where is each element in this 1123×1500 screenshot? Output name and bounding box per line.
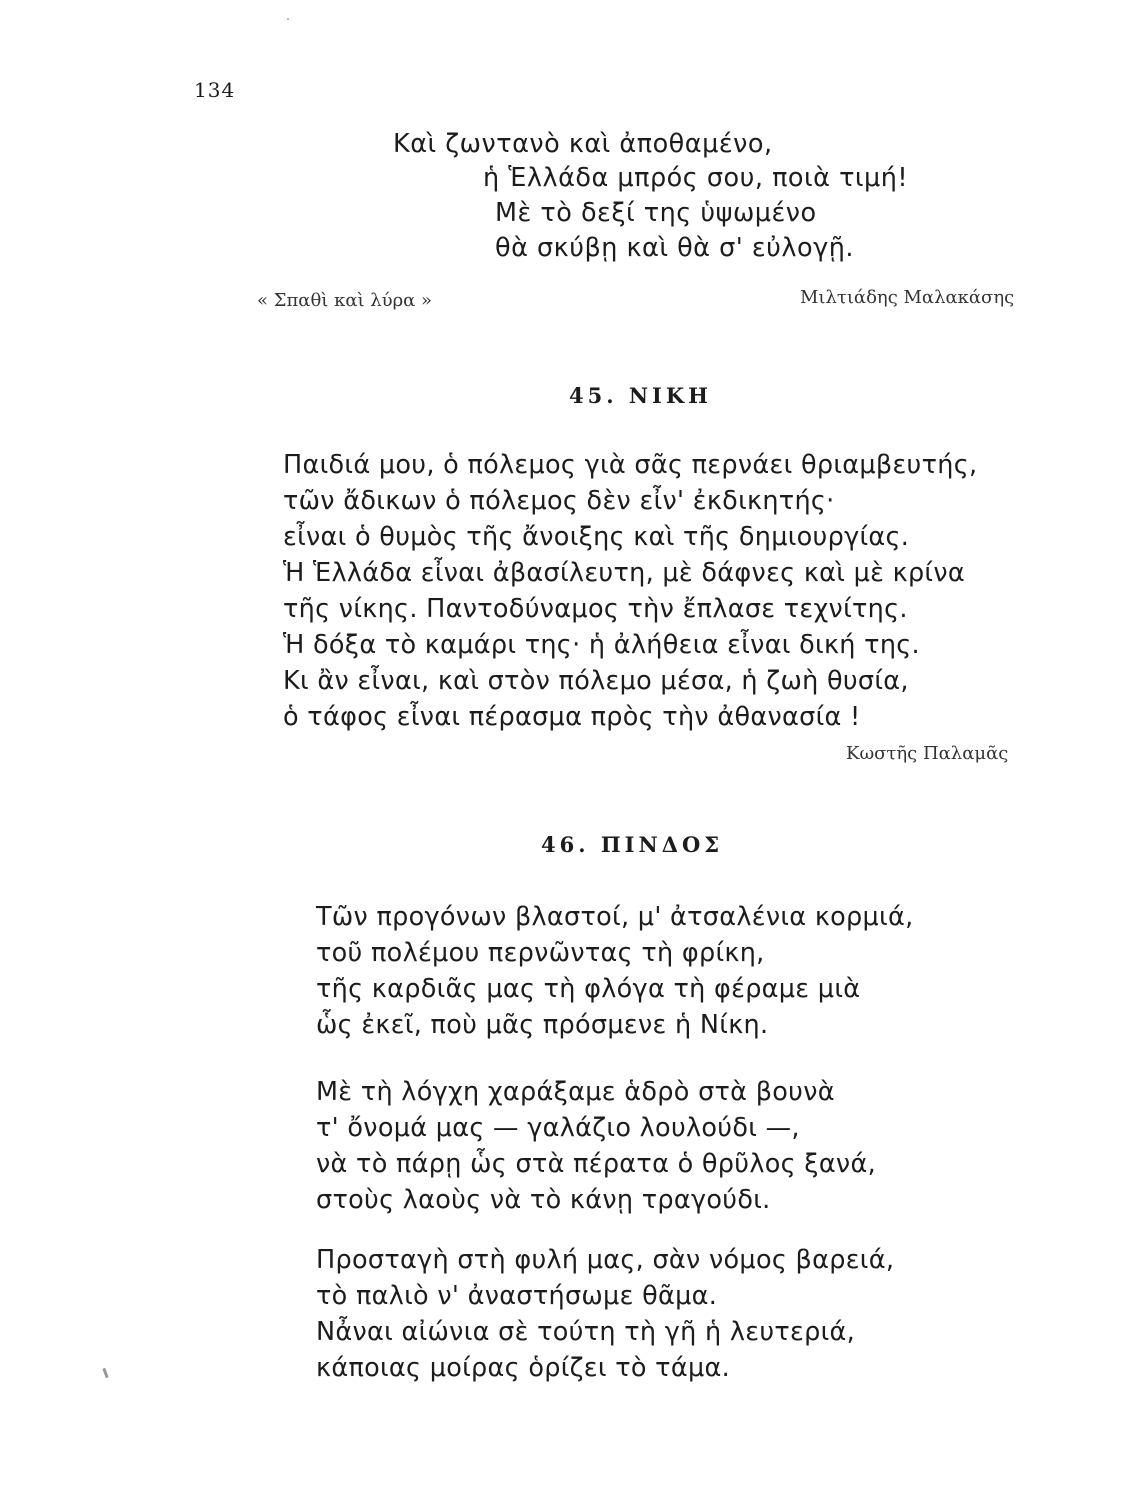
poem-line: κάποιας μοίρας ὁρίζει τὸ τάμα. [316,1353,730,1383]
verse-line: Καὶ ζωντανὸ καὶ ἀποθαμένο, [393,129,773,159]
poem-45-author: Κωστῆς Παλαμᾶς [846,743,1009,764]
poem-line: στοὺς λαοὺς νὰ τὸ κάνῃ τραγούδι. [316,1185,771,1215]
verse-line: θὰ σκύβῃ καὶ θὰ σ' εὐλογῇ. [495,233,854,263]
poem-line: Νἆναι αἰώνια σὲ τούτη τὴ γῆ ἡ λευτεριά, [316,1317,856,1347]
poem-line: τῆς νίκης. Παντοδύναμος τὴν ἔπλασε τεχνίτης. [283,594,908,624]
intro-source: « Σπαθὶ καὶ λύρα » [257,290,433,311]
poem-line: ὁ τάφος εἶναι πέρασμα πρὸς τὴν ἀθανασία ! [283,702,861,732]
verse-line: ἡ Ἑλλάδα μπρός σου, ποιὰ τιμή! [483,163,909,193]
poem-line: τοῦ πολέμου περνῶντας τὴ φρίκη, [316,938,765,968]
poem-line: Προσταγὴ στὴ φυλή μας, σὰν νόμος βαρειά, [316,1245,895,1275]
speck [287,18,289,20]
poem-46-heading: 46. ΠΙΝΔΟΣ [541,832,724,857]
poem-line: Μὲ τὴ λόγχη χαράξαμε ἁδρὸ στὰ βουνὰ [316,1077,835,1107]
poem-line: Ἡ δόξα τὸ καμάρι της· ἡ ἀλήθεια εἶναι δική της. [283,630,920,660]
poem-line: ὧς ἐκεῖ, ποὺ μᾶς πρόσμενε ἡ Νίκη. [316,1010,769,1040]
poem-line: Κι ἂν εἶναι, καὶ στὸν πόλεμο μέσα, ἡ ζωὴ θυσία, [283,666,909,696]
margin-mark [102,1368,108,1378]
poem-line: Ἡ Ἑλλάδα εἶναι ἀβασίλευτη, μὲ δάφνες καὶ μὲ κρίνα [283,558,966,588]
verse-line: Μὲ τὸ δεξί της ὑψωμένο [495,198,817,228]
poem-line: τῶν ἄδικων ὁ πόλεμος δὲν εἶν' ἐκδικητής· [283,486,835,516]
poem-line: Τῶν προγόνων βλαστοί, μ' ἀτσαλένια κορμιά, [316,902,914,932]
poem-line: νὰ τὸ πάρῃ ὧς στὰ πέρατα ὁ θρῦλος ξανά, [316,1149,876,1179]
poem-line: Παιδιά μου, ὁ πόλεμος γιὰ σᾶς περνάει θριαμβευτής, [283,450,978,480]
intro-author: Μιλτιάδης Μαλακάσης [800,287,1015,308]
poem-line: τῆς καρδιᾶς μας τὴ φλόγα τὴ φέραμε μιὰ [316,974,861,1004]
poem-line: εἶναι ὁ θυμὸς τῆς ἄνοιξης καὶ τῆς δημιουργίας. [283,522,910,552]
poem-45-heading: 45. ΝΙΚΗ [569,383,712,408]
poem-line: τ' ὄνομά μας — γαλάζιο λουλούδι —, [316,1113,800,1143]
poem-line: τὸ παλιὸ ν' ἀναστήσωμε θᾶμα. [316,1281,718,1311]
page-number: 134 [194,78,236,102]
